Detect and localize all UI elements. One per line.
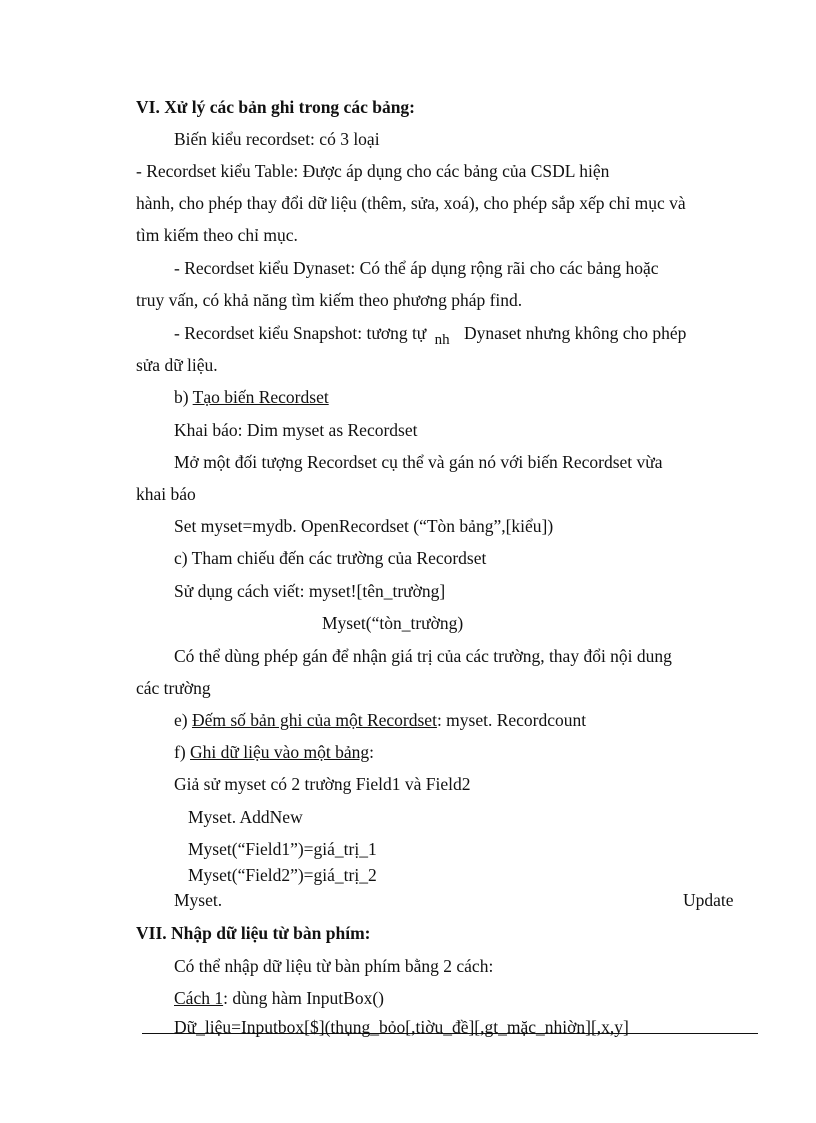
snapshot-sub: nh bbox=[434, 332, 450, 348]
assume-line: Giả sử myset có 2 trường Field1 và Field2 bbox=[174, 774, 471, 794]
code-field1: Myset(“Field1”)=giá_trị_1 bbox=[188, 839, 377, 859]
snapshot-para-line2: sửa dữ liệu. bbox=[136, 355, 218, 375]
dynaset-para-line1: - Recordset kiểu Dynaset: Có thể áp dụng rộng rãi cho các bảng hoặc bbox=[174, 258, 659, 278]
subsection-b: b) Tạo biến Recordset bbox=[174, 387, 329, 407]
subsection-f: f) Ghi dữ liệu vào một bảng: bbox=[174, 742, 375, 762]
table-para-line3: tìm kiếm theo chỉ mục. bbox=[136, 225, 298, 245]
usage-line-2: Myset(“tòn_trường) bbox=[322, 613, 464, 633]
open-para-line1: Mở một đối tượng Recordset cụ thể và gán nó với biến Recordset vừa bbox=[174, 452, 663, 472]
subsection-b-title: Tạo biến Recordset bbox=[192, 387, 329, 407]
section-6-heading: VI. Xử lý các bản ghi trong các bảng: bbox=[136, 97, 416, 117]
update-left: Myset. bbox=[174, 890, 223, 910]
usage-line-1: Sử dụng cách viết: myset![tên_trường] bbox=[174, 581, 446, 601]
snapshot-text-a: - Recordset kiểu Snapshot: tương tự bbox=[174, 323, 427, 343]
table-para-line2: hành, cho phép thay đổi dữ liệu (thêm, sửa, xoá), cho phép sắp xếp chỉ mục và bbox=[136, 193, 686, 213]
section-7-heading: VII. Nhập dữ liệu từ bàn phím: bbox=[136, 923, 371, 943]
open-para-line2: khai báo bbox=[136, 484, 196, 504]
set-statement: Set myset=mydb. OpenRecordset (“Tòn bảng”,[kiểu]) bbox=[174, 516, 554, 536]
way-1-label: Cách 1 bbox=[174, 988, 224, 1008]
assign-para-line2: các trường bbox=[136, 678, 211, 698]
way-1: Cách 1: dùng hàm InputBox() bbox=[174, 988, 384, 1008]
declare-line: Khai báo: Dim myset as Recordset bbox=[174, 420, 418, 440]
subsection-e-title: Đếm số bản ghi của một Recordset bbox=[191, 710, 437, 730]
underline-rule bbox=[142, 1033, 758, 1034]
subsection-f-title: Ghi dữ liệu vào một bảng bbox=[190, 742, 370, 762]
code-field2: Myset(“Field2”)=giá_trị_2 bbox=[188, 865, 377, 885]
code-addnew: Myset. AddNew bbox=[188, 807, 303, 827]
dynaset-para-line2: truy vấn, có khả năng tìm kiếm theo phương pháp find. bbox=[136, 290, 523, 310]
snapshot-para-line1 bbox=[174, 322, 686, 346]
inputbox-syntax: Dữ_liệu=Inputbox[$](thụng_bỏo[,tiờu_đề][,gt_mặc_nhiờn][,x,y] bbox=[174, 1017, 629, 1037]
update-right: Update bbox=[683, 890, 734, 910]
subsection-e: e) Đếm số bản ghi của một Recordset: myset. Recordcount bbox=[174, 710, 587, 730]
table-para-line1: - Recordset kiểu Table: Được áp dụng cho các bảng của CSDL hiện bbox=[136, 161, 610, 181]
input-intro: Có thể nhập dữ liệu từ bàn phím bằng 2 cách: bbox=[174, 956, 494, 976]
snapshot-text-b: Dynaset nhưng không cho phép bbox=[464, 323, 687, 343]
assign-para-line1: Có thể dùng phép gán để nhận giá trị của các trường, thay đổi nội dung bbox=[174, 646, 672, 666]
recordset-intro: Biến kiểu recordset: có 3 loại bbox=[174, 129, 380, 149]
subsection-c: c) Tham chiếu đến các trường của Recordset bbox=[174, 548, 487, 568]
